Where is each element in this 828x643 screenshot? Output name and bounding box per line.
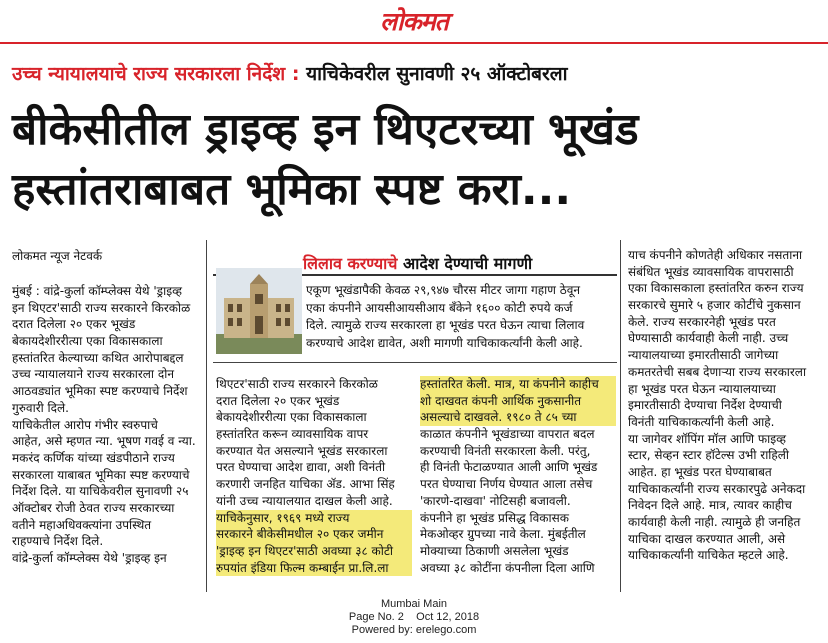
- box-line: एका कंपनीने आयसीआयसीआय बँकेने १६०० कोटी रुपये कर्ज: [306, 300, 573, 315]
- article-line: निर्देश दिले. या याचिकेवरील सुनावणी २५: [12, 484, 189, 499]
- article-line: आहेत, असे म्हणत न्या. भूषण गवई व न्या.: [12, 434, 196, 449]
- kicker-red: उच्च न्यायालयाचे राज्य सरकारला निर्देश :: [12, 63, 300, 85]
- high-court-building-icon: [216, 268, 302, 354]
- article-line: संबंधित भूखंड व्यावसायिक वापरासाठी: [628, 264, 794, 279]
- article-line: करण्याची विनंती सरकारला केली. परंतु,: [420, 443, 591, 458]
- column-rule: [620, 240, 621, 592]
- article-line: हस्तांतरित करून व्यावसायिक वापर: [216, 427, 369, 442]
- page-footer: [0, 598, 828, 637]
- article-line: दरात दिलेला २० एकर भूखंड: [12, 317, 136, 332]
- article-line: ही विनंती फेटाळण्यात आली आणि भूखंड: [420, 460, 598, 475]
- article-line: याचिकाकर्त्यांनी राज्य सरकारपुढे अनेकदा: [628, 481, 806, 496]
- byline: लोकमत न्यूज नेटवर्क: [12, 249, 103, 263]
- kicker: [12, 60, 568, 86]
- footer-page-date: Page No. 2 Oct 12, 2018: [348, 611, 480, 623]
- box-line: एकूण भूखंडापैकी केवळ २९,९४७ चौरस मीटर जागा गहाण ठेवून: [306, 283, 581, 297]
- article-line: करण्यात येत असल्याने भूखंड सरकारला: [216, 443, 388, 458]
- article-line: थिएटर'साठी राज्य सरकारने किरकोळ: [216, 377, 378, 391]
- box-line: करण्याचे आदेश द्यावेत, अशी मागणी याचिकाकर्त्यांनी केली आहे.: [306, 335, 583, 350]
- article-line: सरकारचे सुमारे ५ हजार कोटींचे नुकसान: [628, 298, 801, 313]
- article-line: मकरंद कर्णिक यांच्या खंडपीठाने राज्य: [12, 450, 175, 465]
- box-title-red: लिलाव करण्याचे: [303, 254, 398, 273]
- article-line: सरकारने बीकेसीमधील २० एकर जमीन: [216, 526, 412, 543]
- article-line: सरकारला याबाबत भूमिका स्पष्ट करण्याचे: [12, 467, 190, 482]
- article-line: याच कंपनीने कोणतेही अधिकार नसताना: [628, 248, 803, 262]
- article-line: याचिकाकर्त्यांनी याचिकेत म्हटले आहे.: [628, 548, 789, 563]
- footer-edition: Mumbai Main: [380, 598, 448, 610]
- article-line: राहण्याचे निर्देश दिले.: [12, 534, 104, 549]
- article-line: न्यायालयाच्या इमारतीसाठी जागेच्या: [628, 348, 779, 363]
- box-line: दिले. त्यामुळे राज्य सरकारला हा भूखंड परत घेऊन त्याचा लिलाव: [306, 318, 585, 332]
- article-line: करणारी जनहित याचिका ॲड. आभा सिंह: [216, 477, 395, 492]
- article-line: याचिका दाखल करण्यात आली, असे: [628, 531, 786, 546]
- article-line: याचिकेनुसार, १९६९ मध्ये राज्य: [216, 510, 412, 527]
- article-line: 'कारणे-दाखवा' नोटिसही बजावली.: [420, 493, 571, 508]
- article-line: वांद्रे-कुर्ला कॉम्प्लेक्स येथे 'ड्राइव्ह इन: [12, 551, 167, 565]
- article-line: शो दाखवत कंपनी आर्थिक नुकसानीत: [420, 393, 616, 410]
- article-column-3: [420, 376, 616, 576]
- article-line: परत घेण्याचा आदेश द्यावा, अशी विनंती: [216, 460, 386, 475]
- article-line: उच्च न्यायालयाने राज्य सरकारला दोन: [12, 367, 174, 382]
- article-line: गुरुवारी दिले.: [12, 400, 69, 415]
- article-line: याचिकेतील आरोप गंभीर स्वरुपाचे: [12, 417, 158, 432]
- box-title-black: आदेश देण्याची मागणी: [397, 254, 533, 273]
- kicker-black: याचिकेवरील सुनावणी २५ ऑक्टोबरला: [299, 63, 568, 85]
- article-line: एका विकासकाला हस्तांतरित करुन राज्य: [628, 281, 804, 296]
- box-text: [306, 282, 612, 352]
- article-line: 'ड्राइव्ह इन थिएटर'साठी अवघ्या ३८ कोटी: [216, 543, 412, 560]
- article-line: केले. राज्य सरकारनेही भूखंड परत: [628, 314, 776, 329]
- article-line: निवेदन दिले आहे. मात्र, त्यावर काहीच: [628, 498, 792, 513]
- article-column-1: [12, 283, 202, 567]
- headline-line-2: हस्तांतराबाबत भूमिका स्पष्ट करा...: [12, 164, 572, 215]
- article-line: कमतरतेची सबब देणाऱ्या राज्य सरकारला: [628, 364, 807, 379]
- article-line: आठवड्यांत भूमिका स्पष्ट करण्याचे निर्देश: [12, 384, 188, 399]
- article-line: घेण्यासाठी कार्यवाही केली नाही. उच्च: [628, 331, 789, 346]
- article-line: वतीने महाअधिवक्त्यांना उपस्थित: [12, 517, 152, 532]
- box-title: [303, 252, 532, 274]
- masthead-rule: [0, 42, 828, 44]
- box-rule: [213, 362, 617, 363]
- article-column-4: [628, 247, 822, 564]
- column-rule: [206, 240, 207, 592]
- article-line: हस्तांतरित केल्याच्या कथित आरोपाबद्दल: [12, 350, 184, 365]
- article-line: काळात कंपनीने भूखंडाच्या वापरात बदल: [420, 427, 595, 442]
- article-line: विनंती याचिकाकर्त्यांनी केली आहे.: [628, 414, 775, 429]
- article-line: ऑक्टोबर रोजी ठेवत राज्य सरकारच्या: [12, 500, 175, 515]
- building-photo: [216, 268, 302, 354]
- article-line: रुपयांत इंडिया फिल्म कम्बाईन प्रा.लि.ला: [216, 560, 412, 577]
- article-line: मोक्याच्या ठिकाणी असलेला भूखंड: [420, 543, 569, 558]
- article-line: आहेत. हा भूखंड परत घेण्याबाबत: [628, 464, 772, 479]
- headline: [12, 100, 824, 220]
- article-line: बेकायदेशीररीत्या एका विकासकाला: [12, 334, 163, 349]
- headline-line-1: बीकेसीतील ड्राइव्ह इन थिएटरच्या भूखंड: [12, 104, 639, 155]
- article-line: परत घेण्याचा निर्णय घेण्यात आला तसेच: [420, 477, 593, 492]
- article-line: कार्यवाही केली नाही. त्यामुळे ही जनहित: [628, 515, 801, 529]
- article-line: इमारतीसाठी देण्याचा निर्देश देण्याची: [628, 398, 782, 413]
- article-line: मुंबई : वांद्रे-कुर्ला कॉम्प्लेक्स येथे 'ड्राइव्ह: [12, 284, 182, 298]
- article-line: मेकओव्हर ग्रुपच्या नावे केला. मुंबईतील: [420, 527, 586, 542]
- article-line: बेकायदेशीररीत्या एका विकासकाला: [216, 410, 367, 425]
- article-line: दरात दिलेला २० एकर भूखंड: [216, 393, 340, 408]
- article-line: अवघ्या ३८ कोटींना कंपनीला दिला आणि: [420, 560, 595, 575]
- article-line: असल्याचे दाखवले. १९८० ते ८५ च्या: [420, 409, 616, 426]
- article-line: हा भूखंड परत घेऊन न्यायालयाच्या: [628, 381, 776, 396]
- article-line: हस्तांतरित केली. मात्र, या कंपनीने काहीच: [420, 376, 616, 393]
- article-line: इन थिएटर'साठी राज्य सरकारने किरकोळ: [12, 300, 191, 315]
- article-column-2: [216, 376, 412, 576]
- article-line: यांनी उच्च न्यायालयात दाखल केली आहे.: [216, 493, 393, 508]
- article-line: कंपनीने हा भूखंड प्रसिद्ध विकासक: [420, 510, 569, 525]
- article-line: या जागेवर शॉपिंग मॉल आणि फाइव्ह: [628, 431, 786, 446]
- masthead-logo: लोकमत: [380, 7, 448, 36]
- article-line: स्टार, सेव्हन स्टार हॉटेल्स उभी राहिली: [628, 448, 790, 463]
- footer-powered: Powered by: erelego.com: [351, 624, 477, 636]
